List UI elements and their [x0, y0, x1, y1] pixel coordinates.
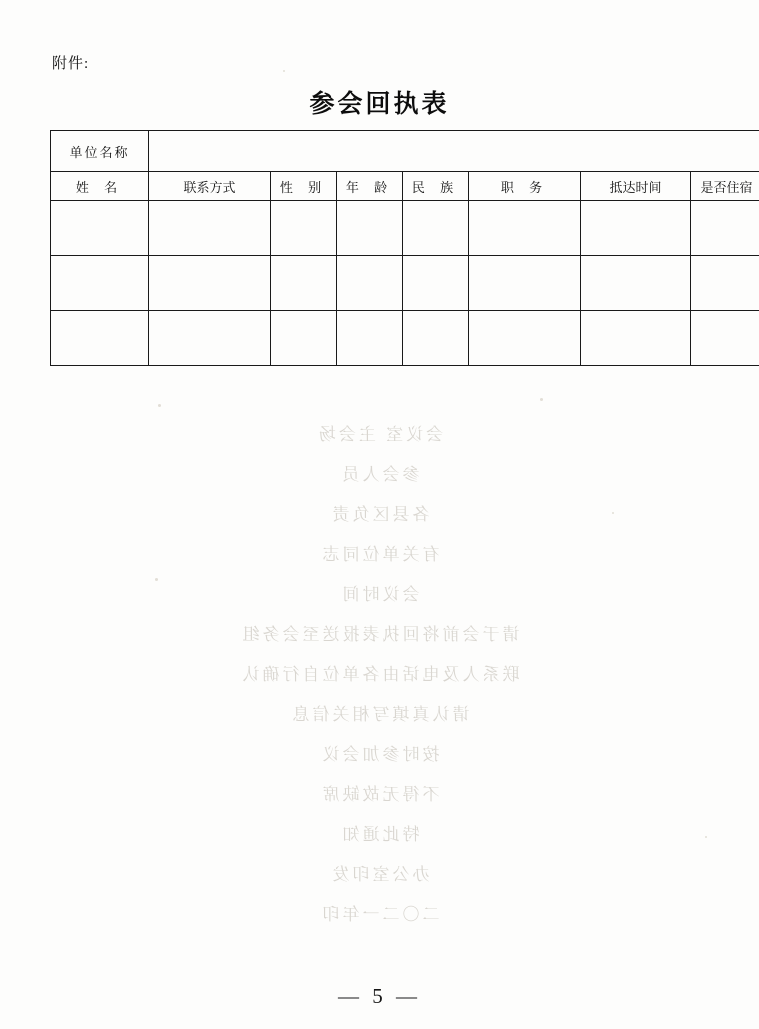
- bleed-line: 参会人员: [339, 465, 420, 484]
- bleed-line: 联系人及电话由各单位自行确认: [239, 665, 520, 684]
- column-header-arrival-time: 抵达时间: [581, 172, 691, 201]
- cell-ethnicity[interactable]: [403, 256, 469, 311]
- column-header-age: 年 龄: [337, 172, 403, 201]
- receipt-table: [50, 130, 759, 366]
- bleed-line: 办公室印发: [329, 865, 430, 884]
- cell-lodging[interactable]: [691, 256, 759, 311]
- page-title: 参会回执表: [309, 91, 450, 118]
- scan-speck: [540, 398, 543, 401]
- column-header-ethnicity: 民 族: [403, 172, 469, 201]
- scan-speck: [155, 578, 158, 581]
- cell-lodging[interactable]: [691, 201, 759, 256]
- cell-ethnicity[interactable]: [403, 201, 469, 256]
- bleed-line: 特此通知: [339, 825, 420, 844]
- scan-speck: [158, 404, 161, 407]
- bleed-line: 不得无故缺席: [319, 785, 440, 804]
- cell-age[interactable]: [337, 201, 403, 256]
- bleed-line: 请认真填写相关信息: [289, 705, 470, 724]
- scan-speck: [612, 512, 614, 514]
- cell-name[interactable]: [51, 311, 149, 366]
- bleed-line: 会议室 主会场: [315, 425, 444, 444]
- scan-speck: [283, 70, 285, 72]
- bleed-through-text: [0, 415, 759, 935]
- bleed-line: 各县区负责: [329, 505, 430, 524]
- attachment-label: 附件:: [52, 56, 90, 72]
- scan-speck: [705, 836, 707, 838]
- cell-ethnicity[interactable]: [403, 311, 469, 366]
- cell-arrival-time[interactable]: [581, 201, 691, 256]
- cell-arrival-time[interactable]: [581, 256, 691, 311]
- table-row: [51, 311, 759, 366]
- column-header-name: 姓 名: [51, 172, 149, 201]
- receipt-table-container: [50, 130, 753, 366]
- bleed-line: 请于会前将回执表报送至会务组: [239, 625, 520, 644]
- column-header-position: 职 务: [469, 172, 581, 201]
- cell-gender[interactable]: [271, 311, 337, 366]
- cell-contact[interactable]: [149, 311, 271, 366]
- column-header-contact: 联系方式: [149, 172, 271, 201]
- cell-lodging[interactable]: [691, 311, 759, 366]
- cell-arrival-time[interactable]: [581, 311, 691, 366]
- cell-name[interactable]: [51, 201, 149, 256]
- unit-name-value[interactable]: [149, 131, 759, 172]
- cell-age[interactable]: [337, 256, 403, 311]
- table-row-unit-name: [51, 131, 759, 172]
- bleed-line: 二〇二一年印: [319, 905, 440, 924]
- bleed-line: 有关单位同志: [319, 545, 440, 564]
- table-row: [51, 256, 759, 311]
- table-header-row: [51, 172, 759, 201]
- cell-age[interactable]: [337, 311, 403, 366]
- table-row: [51, 201, 759, 256]
- unit-name-label: 单位名称: [51, 131, 149, 172]
- column-header-lodging: 是否住宿: [691, 172, 759, 201]
- bleed-line: 会议时间: [339, 585, 420, 604]
- cell-position[interactable]: [469, 311, 581, 366]
- cell-gender[interactable]: [271, 256, 337, 311]
- cell-contact[interactable]: [149, 201, 271, 256]
- cell-contact[interactable]: [149, 256, 271, 311]
- cell-gender[interactable]: [271, 201, 337, 256]
- cell-position[interactable]: [469, 201, 581, 256]
- page-number: — 5 —: [338, 984, 421, 1008]
- cell-position[interactable]: [469, 256, 581, 311]
- bleed-line: 按时参加会议: [319, 745, 440, 764]
- cell-name[interactable]: [51, 256, 149, 311]
- column-header-gender: 性 别: [271, 172, 337, 201]
